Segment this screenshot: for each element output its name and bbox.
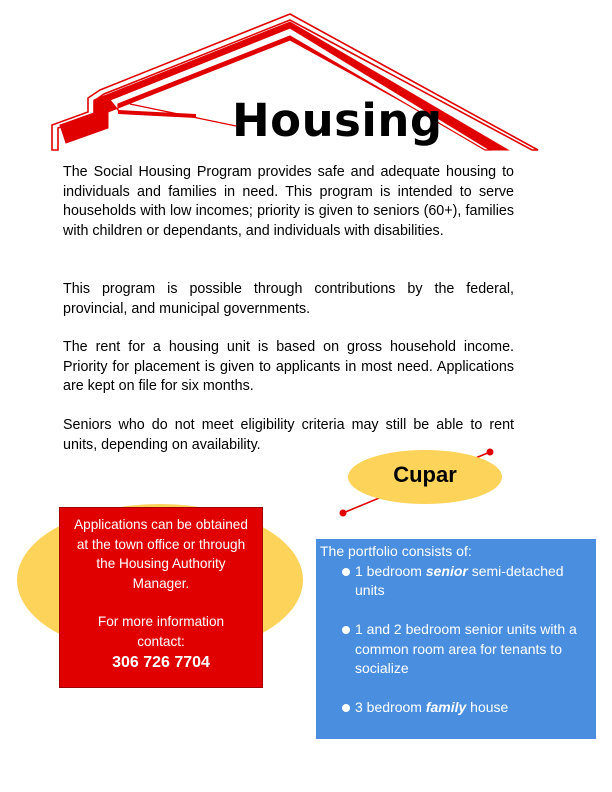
connector-dot-left — [340, 510, 347, 517]
connector-dot-right — [487, 449, 494, 456]
contact-line: Applications can be obtained — [74, 517, 248, 532]
contact-line: the Housing Authority — [96, 556, 226, 571]
contact-line: For more information — [97, 614, 225, 629]
phone-number: 306 726 7704 — [112, 654, 210, 671]
bullet-icon — [342, 568, 350, 576]
bullet-icon — [342, 626, 350, 634]
spacer — [60, 593, 262, 612]
contact-line: contact: — [137, 633, 185, 649]
list-item: 3 bedroom family house — [320, 698, 592, 718]
portfolio-box — [316, 539, 596, 739]
list-item: 1 bedroom senior semi-detached units — [320, 562, 592, 601]
bullet-icon — [342, 704, 350, 712]
rent-paragraph: The rent for a housing unit is based on gross household income. Priority for placement is given to applicants in most need. Applications are kept on file for six months. — [63, 339, 514, 394]
seniors-paragraph: Seniors who do not meet eligibility criteria may still be able to rent units, depending on availability. — [63, 417, 514, 453]
contact-line: at the town office or through — [76, 536, 246, 552]
funding-paragraph: This program is possible through contributions by the federal, provincial, and municipal governments. — [63, 281, 514, 317]
portfolio-heading: The portfolio consists of: — [320, 543, 472, 559]
contact-line: Manager. — [132, 575, 190, 591]
intro-paragraph: The Social Housing Program provides safe and adequate housing to individuals and families in need. This program is intended to serve households with low incomes; priority is given to seniors (60+), families with children or dependants, and individuals with disabilities. — [63, 164, 514, 239]
portfolio-list — [320, 562, 592, 718]
location-label: Cupar — [393, 462, 457, 487]
contact-box — [59, 507, 263, 688]
list-item: 1 and 2 bedroom senior units with a common room area for tenants to socialize — [320, 620, 592, 679]
page-title: Housing — [232, 94, 443, 147]
